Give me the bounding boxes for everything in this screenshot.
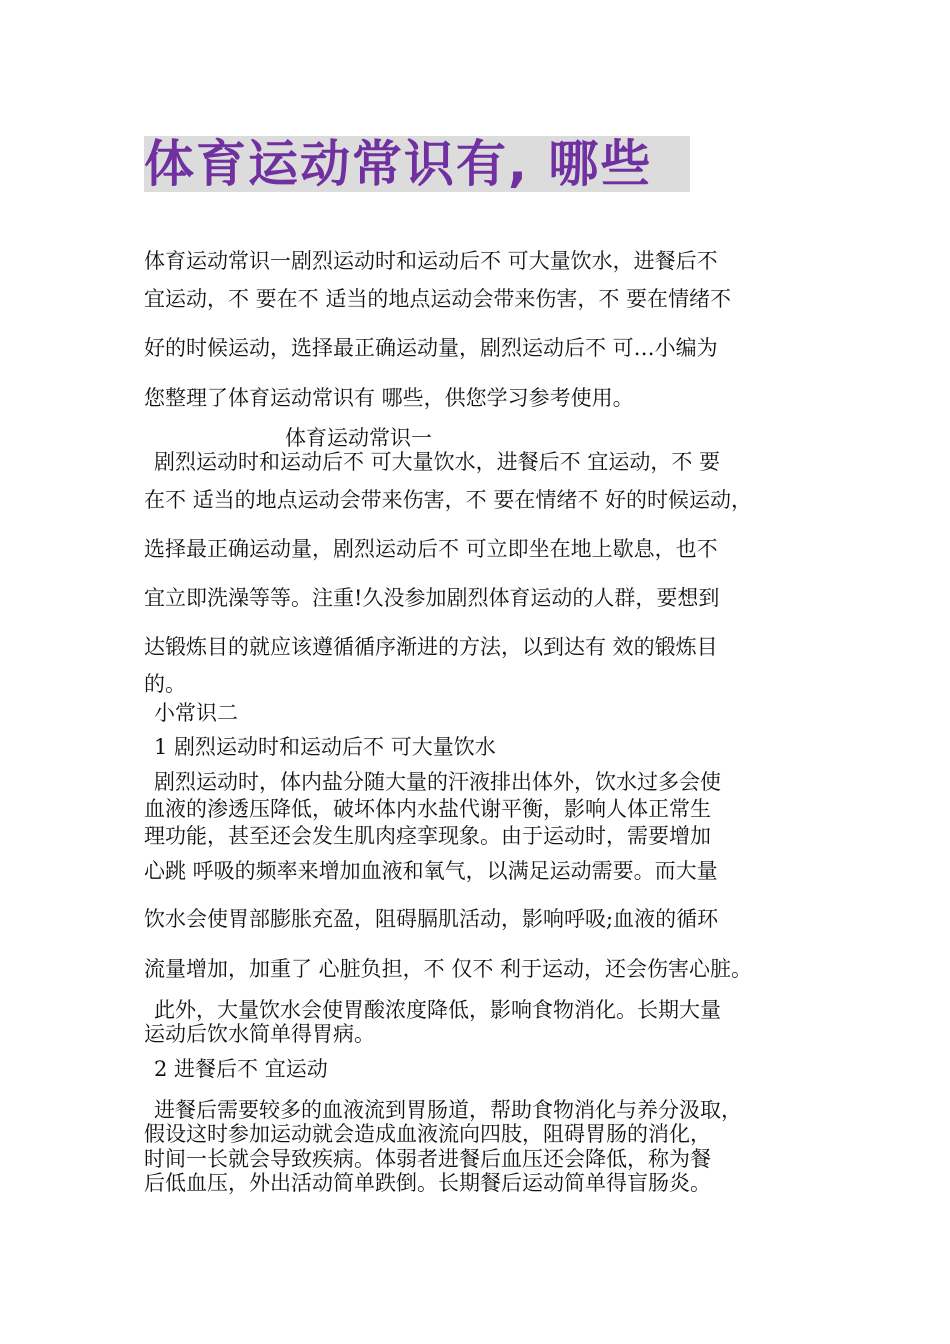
- item2-line: 假设这时参加运动就会造成血液流向四肢，阻碍胃肠的消化，: [144, 1122, 711, 1146]
- item1-line: 血液的渗透压降低，破坏体内水盐代谢平衡，影响人体正常生: [144, 797, 711, 821]
- intro-line: 您整理了体育运动常识有 哪些，供您学习参考使用。: [144, 386, 634, 410]
- item1-line: 饮水会使胃部膨胀充盈，阻碍膈肌活动，影响呼吸;血液的循环: [144, 907, 719, 931]
- item1-line: 剧烈运动时，体内盐分随大量的汗液排出体外，饮水过多会使: [154, 770, 721, 794]
- item1-title: 1 剧烈运动时和运动后不 可大量饮水: [154, 735, 496, 759]
- item2-title: 2 进餐后不 宜运动: [154, 1057, 328, 1081]
- intro-line: 好的时候运动，选择最正确运动量，剧烈运动后不 可…小编为: [144, 336, 718, 360]
- section1-line: 在不 适当的地点运动会带来伤害，不 要在情绪不 好的时候运动，: [144, 488, 753, 512]
- section1-line: 的。: [144, 672, 186, 696]
- intro-line: 体育运动常识一剧烈运动时和运动后不 可大量饮水，进餐后不: [144, 249, 718, 273]
- item1-line: 心跳 呼吸的频率来增加血液和氧气，以满足运动需要。而大量: [144, 859, 718, 883]
- section1-heading: 体育运动常识一: [285, 426, 432, 450]
- section1-line: 剧烈运动时和运动后不 可大量饮水，进餐后不 宜运动，不 要: [154, 450, 721, 474]
- item1-line: 流量增加，加重了 心脏负担，不 仅不 利于运动，还会伤害心脏。: [144, 957, 753, 981]
- section1-line: 宜立即洗澡等等。注重!久没参加剧烈体育运动的人群，要想到: [144, 586, 720, 610]
- section2-heading: 小常识二: [154, 701, 238, 725]
- intro-line: 宜运动，不 要在不 适当的地点运动会带来伤害，不 要在情绪不: [144, 287, 732, 311]
- section1-line: 选择最正确运动量，剧烈运动后不 可立即坐在地上歇息，也不: [144, 537, 718, 561]
- item1-line: 此外，大量饮水会使胃酸浓度降低，影响食物消化。长期大量: [154, 998, 721, 1022]
- item2-line: 后低血压，外出活动简单跌倒。长期餐后运动简单得盲肠炎。: [144, 1171, 711, 1195]
- item2-line: 时间一长就会导致疾病。体弱者进餐后血压还会降低，称为餐: [144, 1147, 711, 1171]
- section1-line: 达锻炼目的就应该遵循循序渐进的方法，以到达有 效的锻炼目: [144, 635, 718, 659]
- document-title: 体育运动常识有, 哪些: [144, 135, 653, 193]
- item1-line: 运动后饮水简单得胃病。: [144, 1022, 375, 1046]
- item2-line: 进餐后需要较多的血液流到胃肠道，帮助食物消化与养分汲取，: [154, 1098, 742, 1122]
- item1-line: 理功能，甚至还会发生肌肉痉挛现象。由于运动时，需要增加: [144, 824, 711, 848]
